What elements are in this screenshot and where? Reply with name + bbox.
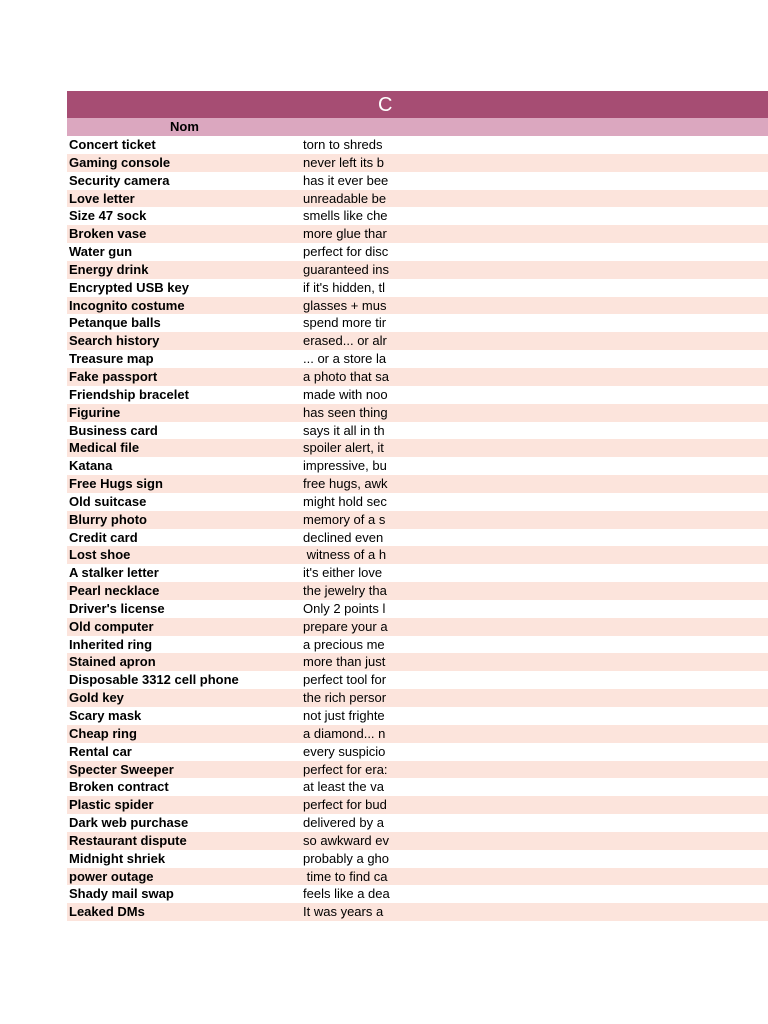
cell-description[interactable]: has it ever bee: [303, 172, 389, 188]
cell-description[interactable]: prepare your a: [303, 618, 388, 634]
table-row[interactable]: [67, 261, 768, 279]
table-row[interactable]: [67, 903, 768, 921]
cell-name[interactable]: Midnight shriek: [69, 850, 166, 866]
sheet-title: C: [378, 94, 393, 116]
cell-name[interactable]: Old suitcase: [69, 493, 147, 509]
table-row[interactable]: [67, 404, 768, 422]
cell-description[interactable]: ... or a store la: [303, 351, 387, 367]
table-row[interactable]: [67, 850, 768, 868]
cell-description[interactable]: every suspicio: [303, 743, 386, 759]
table-row[interactable]: [67, 207, 768, 225]
table-row[interactable]: [67, 297, 768, 315]
cell-name[interactable]: Love letter: [69, 190, 135, 206]
cell-name[interactable]: Pearl necklace: [69, 583, 160, 599]
cell-name[interactable]: Leaked DMs: [69, 904, 145, 920]
cell-description[interactable]: delivered by a: [303, 815, 384, 831]
title-bar: [67, 91, 768, 118]
cell-description[interactable]: free hugs, awk: [303, 476, 388, 492]
cell-name[interactable]: A stalker letter: [69, 565, 159, 581]
cell-name[interactable]: Cheap ring: [69, 725, 137, 741]
table-row[interactable]: [67, 493, 768, 511]
cell-name[interactable]: Stained apron: [69, 654, 156, 670]
cell-description[interactable]: at least the va: [303, 779, 384, 795]
table-row[interactable]: [67, 832, 768, 850]
cell-description[interactable]: perfect tool for: [303, 672, 387, 688]
cell-name[interactable]: Dark web purchase: [69, 815, 189, 831]
cell-name[interactable]: Medical file: [69, 440, 140, 456]
cell-name[interactable]: Business card: [69, 422, 158, 438]
cell-name[interactable]: Concert ticket: [69, 137, 156, 152]
cell-description[interactable]: memory of a s: [303, 511, 386, 527]
table-row[interactable]: [67, 154, 768, 172]
cell-name[interactable]: Free Hugs sign: [69, 476, 163, 492]
table-row[interactable]: [67, 386, 768, 404]
cell-description[interactable]: guaranteed ins: [303, 261, 390, 277]
table-row[interactable]: [67, 814, 768, 832]
cell-description[interactable]: witness of a h: [303, 547, 387, 563]
cell-description[interactable]: torn to shreds: [303, 137, 383, 152]
table-row[interactable]: [67, 136, 768, 154]
table-row[interactable]: [67, 546, 768, 564]
spreadsheet: [67, 91, 768, 921]
cell-description[interactable]: glasses + mus: [303, 297, 387, 313]
table-row[interactable]: [67, 529, 768, 547]
cell-description[interactable]: time to find ca: [303, 868, 388, 884]
cell-description[interactable]: perfect for bud: [303, 797, 387, 813]
cell-name[interactable]: Shady mail swap: [69, 886, 174, 902]
cell-description[interactable]: the rich persor: [303, 690, 387, 706]
cell-name[interactable]: Energy drink: [69, 261, 149, 277]
cell-name[interactable]: Incognito costume: [69, 297, 185, 313]
table-row[interactable]: [67, 475, 768, 493]
cell-name[interactable]: Security camera: [69, 172, 170, 188]
table-row[interactable]: [67, 350, 768, 368]
table-row[interactable]: [67, 707, 768, 725]
cell-name[interactable]: Blurry photo: [69, 511, 147, 527]
cell-description[interactable]: feels like a dea: [303, 886, 390, 902]
cell-name[interactable]: Lost shoe: [69, 547, 131, 563]
cell-description[interactable]: never left its b: [303, 154, 384, 170]
table-row[interactable]: [67, 332, 768, 350]
cell-name[interactable]: Credit card: [69, 529, 138, 545]
cell-name[interactable]: Plastic spider: [69, 797, 154, 813]
cell-name[interactable]: Broken contract: [69, 779, 169, 795]
cell-description[interactable]: the jewelry tha: [303, 583, 387, 599]
cell-description[interactable]: Only 2 points l: [303, 600, 386, 616]
cell-name[interactable]: Encrypted USB key: [69, 279, 189, 295]
table-row[interactable]: [67, 422, 768, 440]
table-body: [67, 136, 768, 921]
column-header-row: [67, 118, 768, 136]
table-row[interactable]: [67, 743, 768, 761]
cell-description[interactable]: impressive, bu: [303, 458, 387, 474]
table-row[interactable]: [67, 868, 768, 886]
table-row[interactable]: [67, 511, 768, 529]
cell-name[interactable]: Figurine: [69, 404, 121, 420]
table-row[interactable]: [67, 457, 768, 475]
table-row[interactable]: [67, 439, 768, 457]
cell-description[interactable]: might hold sec: [303, 493, 387, 509]
cell-description[interactable]: it's either love: [303, 565, 383, 581]
table-row[interactable]: [67, 582, 768, 600]
cell-name[interactable]: Katana: [69, 458, 113, 474]
cell-description[interactable]: erased... or alr: [303, 333, 387, 349]
table-row[interactable]: [67, 618, 768, 636]
table-row[interactable]: [67, 636, 768, 654]
cell-description[interactable]: more glue thar: [303, 226, 387, 242]
cell-name[interactable]: Broken vase: [69, 226, 147, 242]
cell-description[interactable]: It was years a: [303, 904, 384, 920]
cell-description[interactable]: if it's hidden, tl: [303, 279, 385, 295]
table-row[interactable]: [67, 600, 768, 618]
table-row[interactable]: [67, 243, 768, 261]
table-row[interactable]: [67, 796, 768, 814]
cell-description[interactable]: spend more tir: [303, 315, 387, 331]
cell-description[interactable]: probably a gho: [303, 850, 390, 866]
cell-description[interactable]: a diamond... n: [303, 725, 386, 741]
cell-description[interactable]: a photo that sa: [303, 368, 390, 384]
cell-description[interactable]: perfect for disc: [303, 244, 389, 260]
table-row[interactable]: [67, 778, 768, 796]
cell-description[interactable]: made with noo: [303, 386, 388, 402]
cell-description[interactable]: spoiler alert, it: [303, 440, 384, 456]
cell-name[interactable]: Gold key: [69, 690, 124, 706]
table-row[interactable]: [67, 190, 768, 208]
cell-description[interactable]: declined even: [303, 529, 384, 545]
table-row[interactable]: [67, 368, 768, 386]
table-row[interactable]: [67, 225, 768, 243]
cell-description[interactable]: more than just: [303, 654, 386, 670]
column-header-nom: Nom: [170, 119, 199, 134]
cell-description[interactable]: has seen thing: [303, 404, 388, 420]
cell-name[interactable]: Disposable 3312 cell phone: [69, 672, 239, 688]
table-row[interactable]: [67, 653, 768, 671]
cell-description[interactable]: so awkward ev: [303, 832, 389, 848]
cell-description[interactable]: not just frighte: [303, 708, 385, 723]
table-row[interactable]: [67, 314, 768, 332]
cell-description[interactable]: smells like che: [303, 208, 388, 224]
cell-name[interactable]: Rental car: [69, 743, 132, 759]
cell-name[interactable]: Search history: [69, 333, 160, 349]
cell-name[interactable]: Petanque balls: [69, 315, 161, 331]
cell-name[interactable]: Water gun: [69, 244, 133, 260]
cell-name[interactable]: Fake passport: [69, 368, 158, 384]
cell-description[interactable]: a precious me: [303, 636, 385, 652]
cell-name[interactable]: Gaming console: [69, 154, 171, 170]
cell-name[interactable]: Scary mask: [69, 708, 142, 723]
cell-name[interactable]: Treasure map: [69, 351, 154, 367]
cell-description[interactable]: unreadable be: [303, 190, 387, 206]
table-row[interactable]: [67, 671, 768, 689]
cell-name[interactable]: Size 47 sock: [69, 208, 147, 224]
table-row[interactable]: [67, 564, 768, 582]
cell-name[interactable]: power outage: [69, 868, 154, 884]
table-row[interactable]: [67, 885, 768, 903]
cell-name[interactable]: Friendship bracelet: [69, 386, 189, 402]
table-row[interactable]: [67, 761, 768, 779]
cell-description[interactable]: perfect for era:: [303, 761, 388, 777]
cell-name[interactable]: Restaurant dispute: [69, 832, 187, 848]
cell-name[interactable]: Specter Sweeper: [69, 761, 174, 777]
table-row[interactable]: [67, 689, 768, 707]
table-row[interactable]: [67, 725, 768, 743]
cell-name[interactable]: Driver's license: [69, 600, 165, 616]
cell-name[interactable]: Inherited ring: [69, 636, 153, 652]
table-row[interactable]: [67, 279, 768, 297]
table-row[interactable]: [67, 172, 768, 190]
cell-description[interactable]: says it all in th: [303, 422, 385, 438]
cell-name[interactable]: Old computer: [69, 618, 154, 634]
